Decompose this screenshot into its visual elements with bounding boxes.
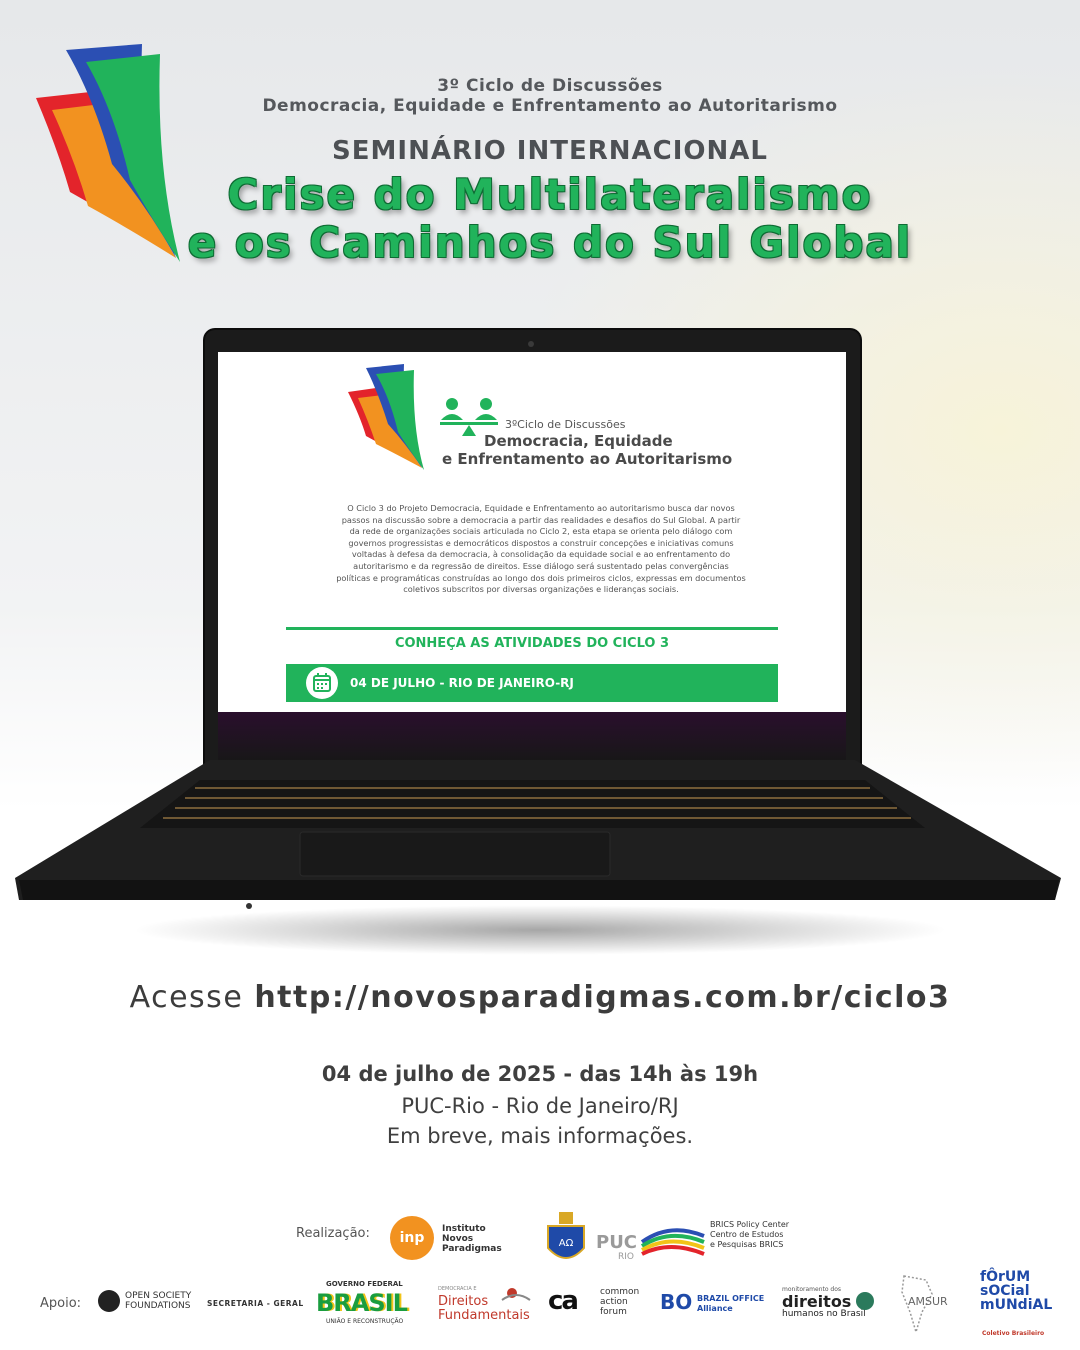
inp-name: Instituto Novos Paradigmas xyxy=(442,1224,502,1254)
event-location: PUC-Rio - Rio de Janeiro/RJ xyxy=(401,1094,679,1118)
screen-divider xyxy=(286,627,778,630)
mdh-sub: humanos no Brasil xyxy=(782,1309,866,1319)
access-prefix: Acesse xyxy=(129,980,244,1015)
amsur-name: AMSUR xyxy=(908,1295,948,1308)
title-line-1: Crise do Multilateralismo xyxy=(227,170,873,219)
caf-name: common action forum xyxy=(600,1287,640,1317)
event-note: Em breve, mais informações. xyxy=(386,1124,694,1148)
access-url-link[interactable]: http://novosparadigmas.com.br/ciclo3 xyxy=(254,980,951,1015)
fsm-line2: sOCial xyxy=(980,1283,1030,1299)
activities-heading: CONHEÇA AS ATIVIDADES DO CICLO 3 xyxy=(394,636,670,651)
df-icon xyxy=(500,1286,532,1302)
screen-title xyxy=(442,432,762,468)
event-datetime: 04 de julho de 2025 - das 14h às 19h xyxy=(321,1062,759,1086)
seminar-kicker: SEMINÁRIO INTERNACIONAL xyxy=(332,136,768,166)
inp-logo xyxy=(390,1216,434,1260)
globe-icon xyxy=(856,1292,874,1310)
puc-name: PUC xyxy=(596,1232,638,1253)
apoio-label: Apoio: xyxy=(40,1296,82,1311)
laptop-shadow xyxy=(130,905,950,955)
event-date-label: 04 DE JULHO - RIO DE JANEIRO-RJ xyxy=(350,676,574,690)
webcam xyxy=(528,341,534,347)
fsm-line1: fÔrUM xyxy=(980,1269,1031,1285)
inp-abbr: inp xyxy=(399,1230,425,1246)
screen-description: O Ciclo 3 do Projeto Democracia, Equidade e Enfrentamento ao autoritarismo busca dar novos passos na discussão sobre a democracia a partir das realidades e desafios do Sul Global. A partir da rede de organizações sociais articulada no Ciclo 2, esta etapa se orienta pelo diálogo com governos progressistas e democráticos dispostos a construir concepções e iniciativas comuns voltadas à defesa da democracia, à consolidação da equidade social e ao enfrentamento do autoritarismo e da regressão de direitos. Esse diálogo será sustentado pelas convergências políticas e programáticas construídas ao longo dos dois primeiros ciclos, expressas em documentos coletivos subscritos por diversas organizações e lideranças sociais. xyxy=(336,503,746,595)
title-line-2: e os Caminhos do Sul Global xyxy=(187,218,913,267)
caf-abbr: ca xyxy=(548,1286,577,1316)
fsm-logo xyxy=(980,1270,1052,1312)
df-small: DEMOCRACIA E xyxy=(438,1286,477,1292)
realizacao-label: Realização: xyxy=(296,1226,370,1241)
svg-text:AΩ: AΩ xyxy=(558,1238,574,1249)
brics-swoosh-icon xyxy=(640,1222,706,1256)
puc-sub: RIO xyxy=(618,1252,634,1262)
calendar-icon xyxy=(306,667,338,699)
cycle-label: 3º Ciclo de Discussões xyxy=(437,76,663,96)
osf-icon xyxy=(98,1290,120,1312)
access-line xyxy=(0,980,1080,1015)
osf-name: OPEN SOCIETY FOUNDATIONS xyxy=(125,1291,192,1311)
mdh-big: direitos xyxy=(782,1292,852,1311)
df-line1: Direitos xyxy=(438,1294,489,1309)
fsm-sub: Coletivo Brasileiro xyxy=(982,1330,1045,1337)
mdh-small: monitoramento dos xyxy=(782,1286,842,1293)
fsm-line3: mUNdiAL xyxy=(980,1297,1053,1313)
laptop-base xyxy=(15,760,1063,910)
gov-top: GOVERNO FEDERAL xyxy=(326,1280,403,1288)
bo-name: BRAZIL OFFICE Alliance xyxy=(697,1294,765,1313)
screen-bezel-glow xyxy=(218,712,846,762)
project-name: Democracia, Equidade e Enfrentamento ao Autoritarismo xyxy=(262,96,838,116)
brics-name: BRICS Policy Center Centro de Estudos e Pesquisas BRICS xyxy=(710,1220,790,1249)
puc-crest-icon xyxy=(540,1208,592,1270)
screen-title-line-2: e Enfrentamento ao Autoritarismo xyxy=(442,450,733,468)
gov-bottom: UNIÃO E RECONSTRUÇÃO xyxy=(326,1318,404,1325)
secretaria-name: SECRETARIA - GERAL xyxy=(207,1299,304,1308)
bo-abbr: BO xyxy=(660,1290,693,1314)
gov-brasil: BRASIL xyxy=(316,1289,407,1317)
df-line2: Fundamentais xyxy=(438,1308,530,1323)
screen-cycle-label: 3ºCiclo de Discussões xyxy=(505,418,626,431)
screen-logo xyxy=(346,362,436,472)
screen-title-line-1: Democracia, Equidade xyxy=(484,432,673,450)
